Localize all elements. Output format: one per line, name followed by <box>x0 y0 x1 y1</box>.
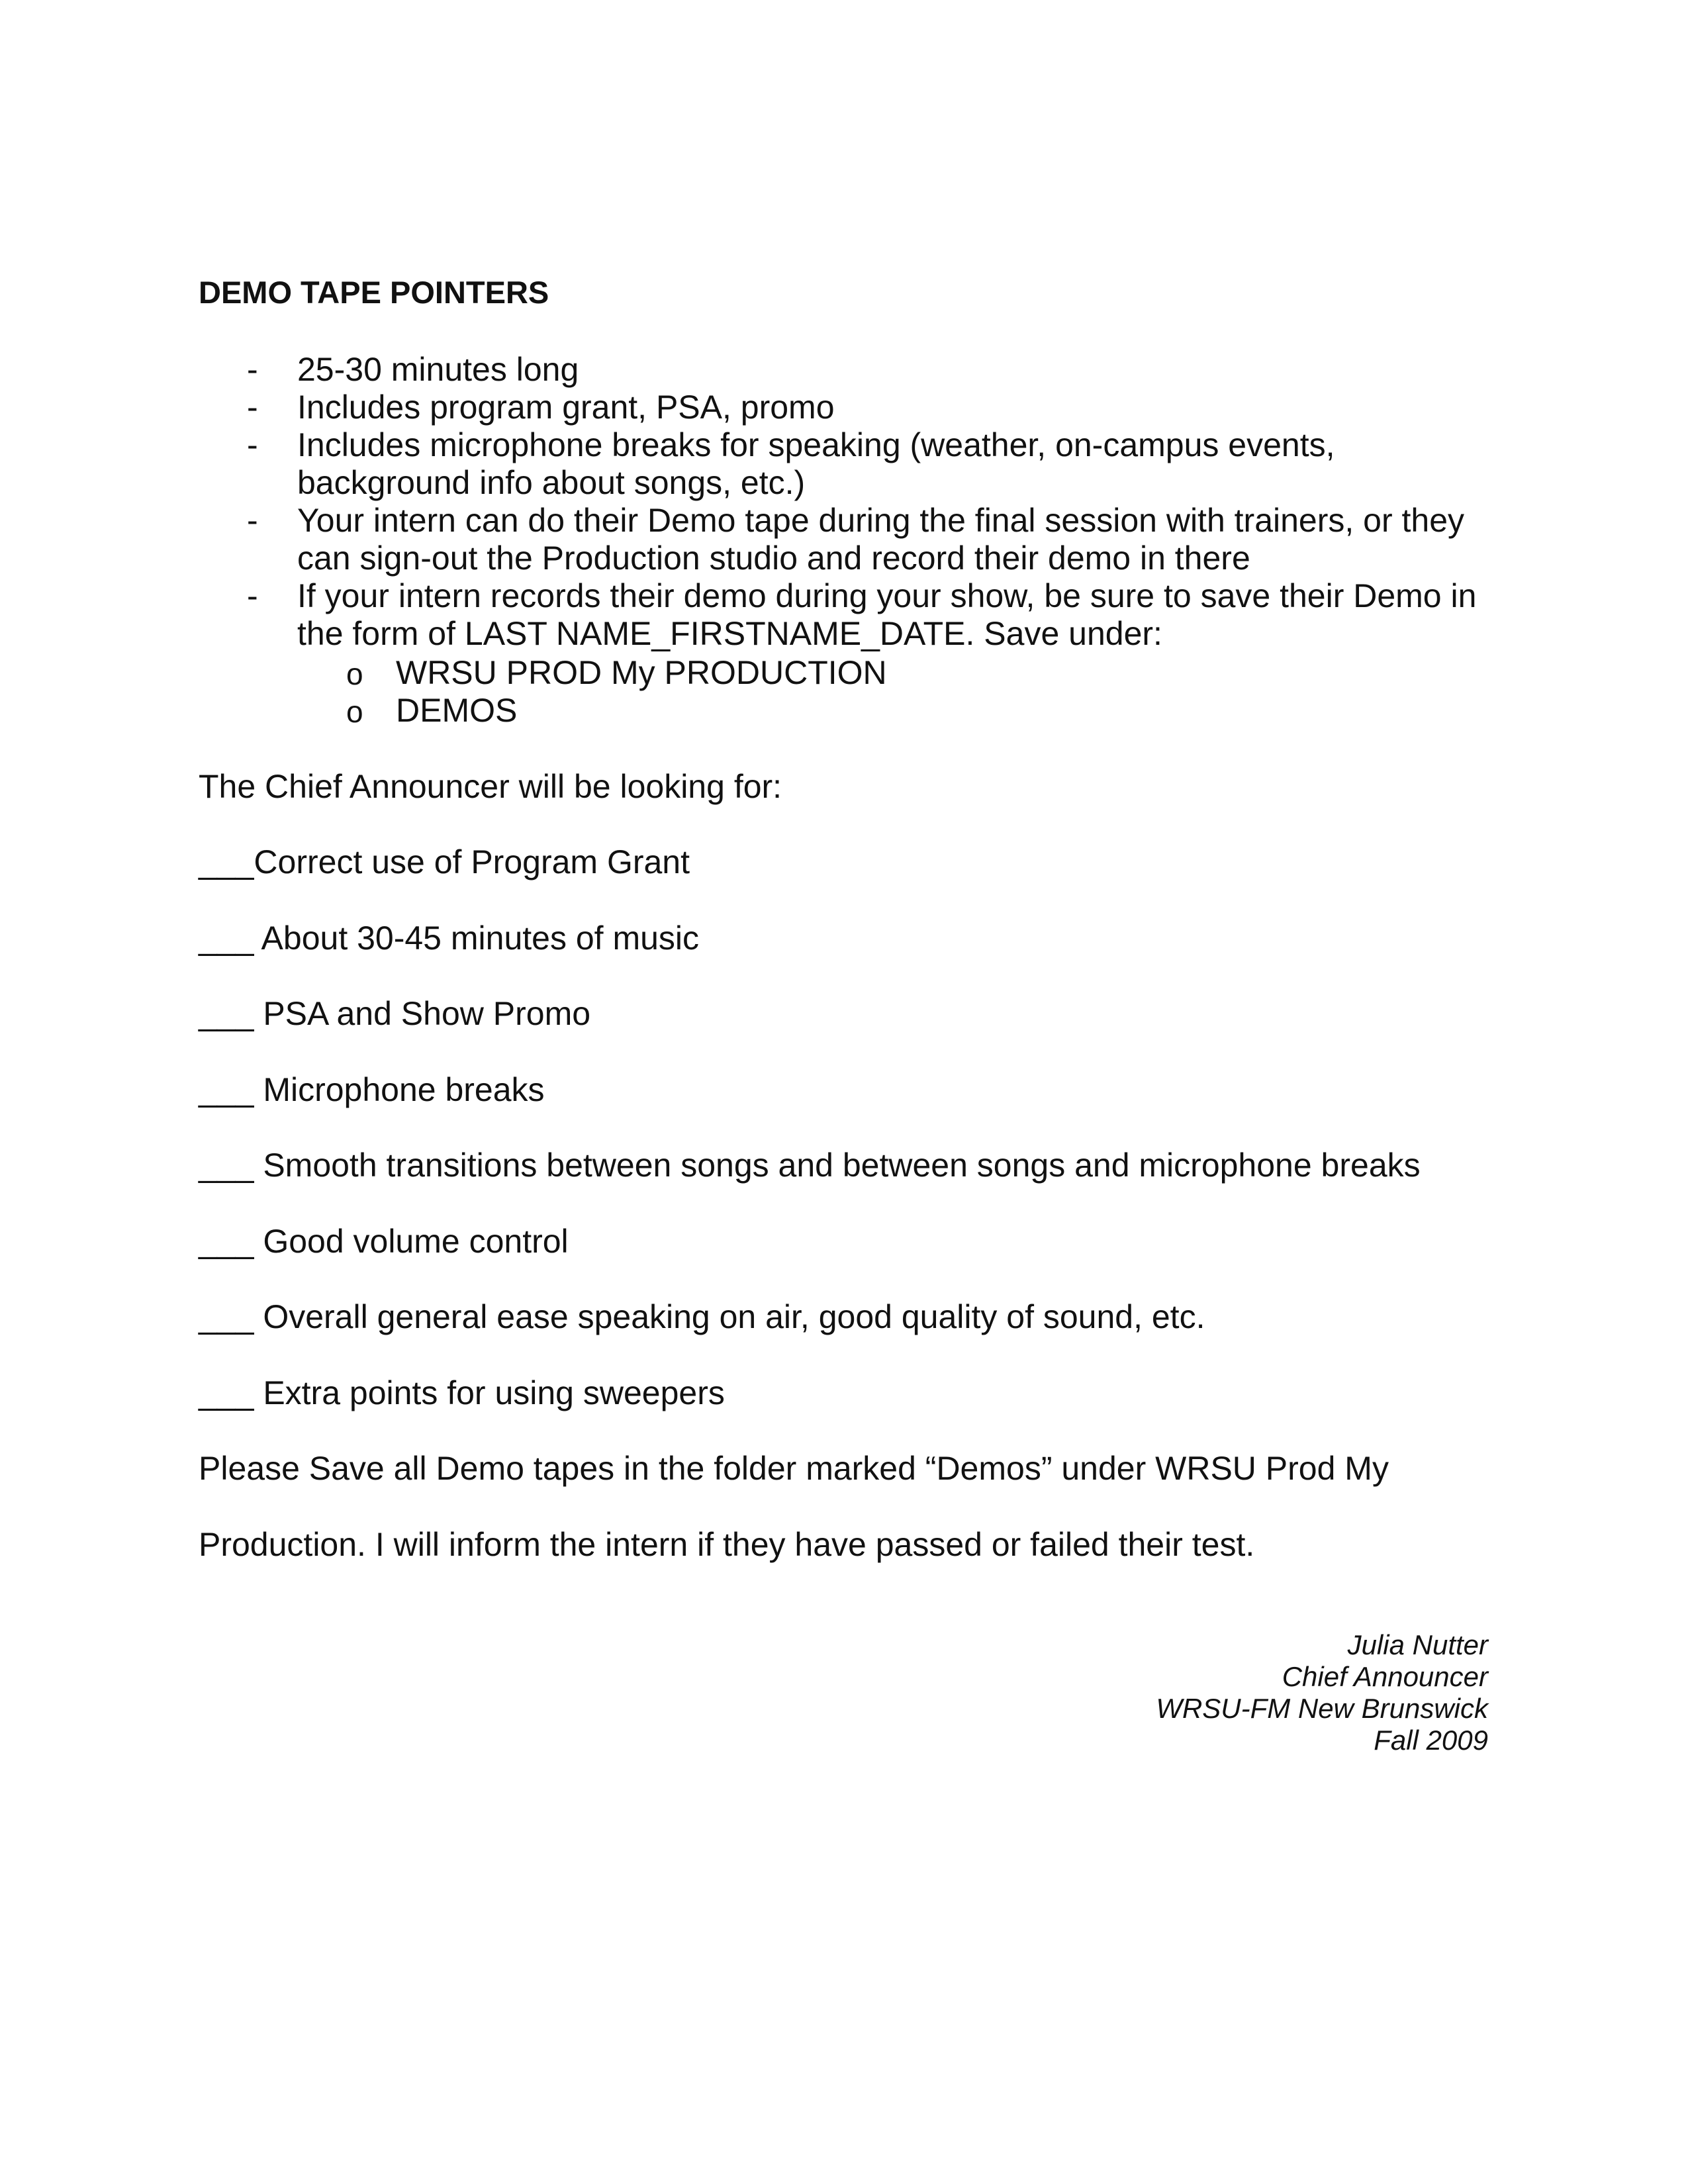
looking-for-intro: The Chief Announcer will be looking for: <box>199 768 782 805</box>
closing-line: Please Save all Demo tapes in the folder marked “Demos” under WRSU Prod My <box>199 1450 1389 1487</box>
checklist-item: ___ Overall general ease speaking on air, good quality of sound, etc. <box>199 1298 1205 1335</box>
signature-name: Julia Nutter <box>1347 1629 1488 1660</box>
bullet-line: Your intern can do their Demo tape during the final session with trainers, or they <box>297 502 1465 539</box>
bullet-marker: - <box>247 351 258 388</box>
bullet-marker: - <box>247 426 258 463</box>
checklist-item: ___ Good volume control <box>199 1223 569 1260</box>
sub-bullet-marker: o <box>346 694 363 729</box>
bullet-line: If your intern records their demo during your show, be sure to save their Demo in <box>297 577 1477 614</box>
sub-bullet-text: WRSU PROD My PRODUCTION <box>396 654 887 691</box>
checklist-item: ___Correct use of Program Grant <box>199 843 690 880</box>
bullet-marker: - <box>247 389 258 426</box>
bullet-marker: - <box>247 577 258 614</box>
signature-term: Fall 2009 <box>1374 1725 1488 1756</box>
bullet-line-continuation: background info about songs, etc.) <box>297 464 806 501</box>
checklist-item: ___ Smooth transitions between songs and between songs and microphone breaks <box>199 1147 1421 1184</box>
bullet-line: Includes program grant, PSA, promo <box>297 389 835 426</box>
bullet-marker: - <box>247 502 258 539</box>
bullet-line: Includes microphone breaks for speaking (weather, on-campus events, <box>297 426 1335 463</box>
checklist-item: ___ PSA and Show Promo <box>199 995 591 1032</box>
document-title: DEMO TAPE POINTERS <box>199 275 549 310</box>
sub-bullet-marker: o <box>346 657 363 691</box>
signature-org: WRSU-FM New Brunswick <box>1156 1693 1488 1724</box>
bullet-line: 25-30 minutes long <box>297 351 579 388</box>
checklist-item: ___ Microphone breaks <box>199 1071 545 1108</box>
closing-line: Production. I will inform the intern if they have passed or failed their test. <box>199 1526 1255 1563</box>
signature-role: Chief Announcer <box>1282 1661 1488 1692</box>
checklist-item: ___ About 30-45 minutes of music <box>199 920 700 957</box>
bullet-line-continuation: can sign-out the Production studio and record their demo in there <box>297 540 1250 577</box>
bullet-line-continuation: the form of LAST NAME_FIRSTNAME_DATE. Save under: <box>297 615 1162 652</box>
checklist-item: ___ Extra points for using sweepers <box>199 1374 725 1411</box>
sub-bullet-text: DEMOS <box>396 692 518 729</box>
